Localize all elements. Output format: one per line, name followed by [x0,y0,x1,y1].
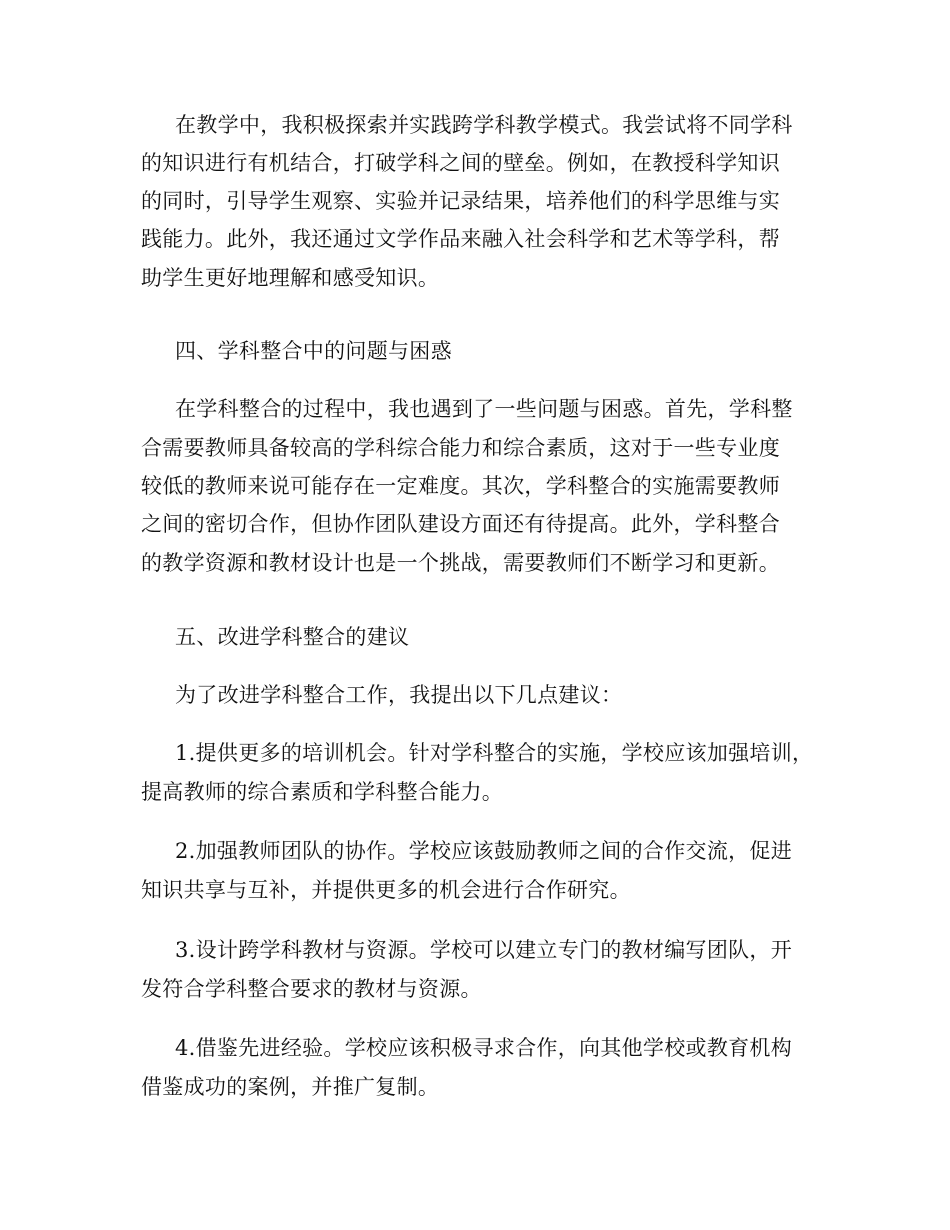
paragraph-problems-line-5: 的教学资源和教材设计也是一个挑战，需要教师们不断学习和更新。 [141,551,780,575]
section-heading-suggestions: 五、改进学科整合的建议 [175,625,410,649]
suggestions-intro: 为了改进学科整合工作，我提出以下几点建议： [175,683,623,707]
paragraph-practice-line-1: 在教学中，我积极探索并实践跨学科教学模式。我尝试将不同学科 [175,113,793,137]
suggestion-1-line-1: 1.提供更多的培训机会。针对学科整合的实施，学校应该加强培训， [175,741,814,765]
paragraph-practice-line-4: 践能力。此外，我还通过文学作品来融入社会科学和艺术等学科，帮 [141,227,780,251]
paragraph-problems-line-3: 较低的教师来说可能存在一定难度。其次，学科整合的实施需要教师 [141,474,780,498]
paragraph-problems-line-4: 之间的密切合作，但协作团队建设方面还有待提高。此外，学科整合 [141,512,780,536]
paragraph-problems-line-2: 合需要教师具备较高的学科综合能力和综合素质，这对于一些专业度 [141,436,780,460]
suggestion-2-line-2: 知识共享与互补，并提供更多的机会进行合作研究。 [141,878,631,902]
paragraph-practice-line-5: 助学生更好地理解和感受知识。 [141,266,440,290]
suggestion-3-line-1: 3.设计跨学科教材与资源。学校可以建立专门的教材编写团队，开 [175,938,793,962]
paragraph-practice-line-2: 的知识进行有机结合，打破学科之间的壁垒。例如，在教授科学知识 [141,151,780,175]
suggestion-1-line-2: 提高教师的综合素质和学科整合能力。 [141,780,504,804]
suggestion-2-line-1: 2.加强教师团队的协作。学校应该鼓励教师之间的合作交流，促进 [175,839,793,863]
paragraph-practice-line-3: 的同时，引导学生观察、实验并记录结果，培养他们的科学思维与实 [141,189,780,213]
suggestion-4-line-1: 4.借鉴先进经验。学校应该积极寻求合作，向其他学校或教育机构 [175,1036,793,1060]
section-heading-problems: 四、学科整合中的问题与困惑 [175,339,452,363]
suggestion-3-line-2: 发符合学科整合要求的教材与资源。 [141,977,482,1001]
paragraph-problems-line-1: 在学科整合的过程中，我也遇到了一些问题与困惑。首先，学科整 [175,397,793,421]
suggestion-4-line-2: 借鉴成功的案例，并推广复制。 [141,1075,440,1099]
